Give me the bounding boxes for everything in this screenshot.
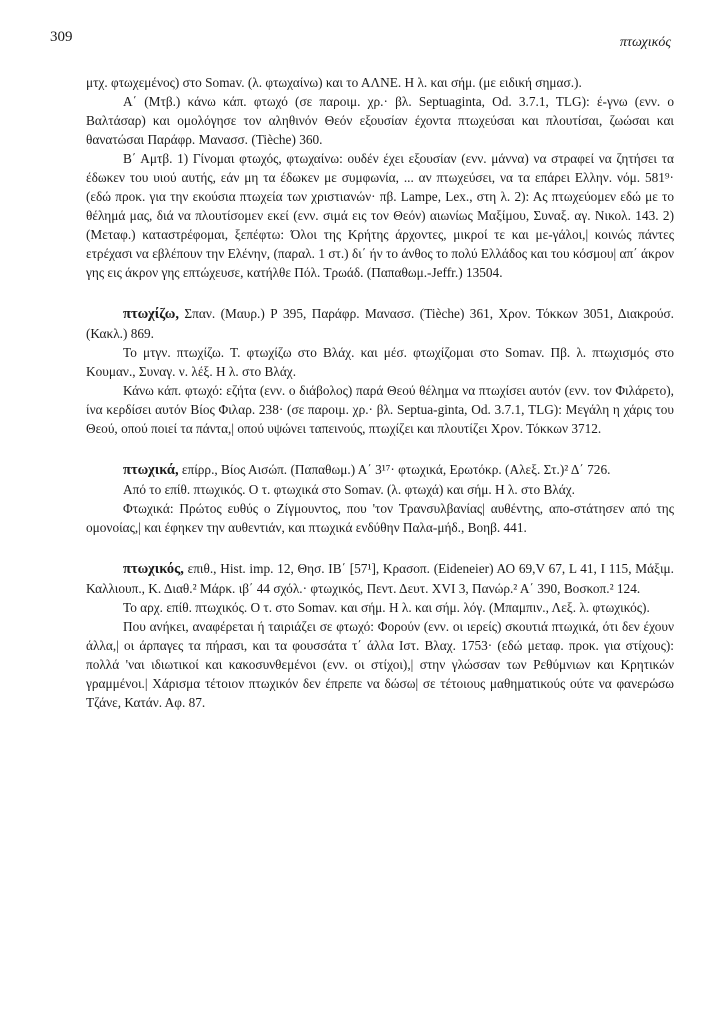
paragraph — [86, 304, 674, 343]
entry-sources: Σπαν. (Μαυρ.) Ρ 395, Παράφρ. Μανασσ. (Tièche) 361, Χρον. Τόκκων 3051, Διακρούσ. (Κακλ.) 869. — [86, 306, 674, 341]
paragraph: Που ανήκει, αναφέρεται ή ταιριάζει σε φτωχό: Φορούν (ενν. οι ιερείς) σκουτιά πτωχικά, ότι δεν έχουν άλλα,| οι άρπαγες τα πήρασι, και τα φουσσάτα τ΄ άλλα Ιστ. Βλαχ. 1753· (εδώ μεταφ. προκ. για στίχους): πολλά 'ναι ιδιωτικοί και κακοσυνθεμένοι (ενν. οι στίχοι),| στην γλώσσαν των Ρεθύμνιων και Κρητικών γραμμένοι.| Χάρισμα τέτοιον πτωχικόν δεν έπρεπε να δώσω| σε τέτοιους μαθηματικούς ούτε να φανερώσω Τζάνε, Κατάν. Αφ. 87. — [86, 619, 674, 710]
paragraph: μτχ. φτωχεμένος) στο Somav. (λ. φτωχαίνω) και το ΑΛΝΕ. Η λ. και σήμ. (με ειδική σημασ.). — [86, 75, 582, 90]
running-head: πτωχικός — [619, 35, 671, 50]
entry-sources: επιθ., Hist. imp. 12, Θησ. ΙΒ΄ [57¹], Κρασοπ. (Eideneier) ΑΟ 69,V 67, L 41, I 115, Μάξιμ. Καλλιουπ., Κ. Διαθ.² Μάρκ. ιβ΄ 44 σχόλ.· φτωχικός, Πεντ. Δευτ. XVI 3, Πανώρ.² Α΄ 390, Βοσκοπ.² 124. — [86, 561, 675, 596]
entry-ptochizo — [86, 304, 674, 438]
entry-ptochika — [86, 460, 674, 537]
paragraph: Φτωχικά: Πρώτος ευθύς ο Ζίγμουντος, που 'τον Τρανσυλβανίας| αυθέντης, απο-στάτησεν από της ομονοίας,| και έφηκεν την αυθεντιάν, και πτωχικά ενδύθην Παλα-μήδ., Βοηβ. 441. — [86, 501, 674, 535]
paragraph: Από το επίθ. πτωχικός. Ο τ. φτωχικά στο Somav. (λ. φτωχά) και σήμ. Η λ. στο Βλάχ. — [123, 482, 575, 497]
paragraph: Α΄ (Μτβ.) κάνω κάπ. φτωχό (σε παροιμ. χρ.· βλ. Septuaginta, Od. 3.7.1, TLG): έ-γνω (ενν. ο Βαλτάσαρ) και ομολόγησε τον αληθινόν Θεόν εξουσίαν έχοντα πτωχεύσαι και πλουτίσαι, ζωώσαι και θανατώσαι Παράφρ. Μανασσ. (Tièche) 360. — [86, 94, 674, 147]
paragraph — [86, 460, 674, 480]
entry-ptochikos — [86, 559, 674, 712]
paragraph: Β΄ Αμτβ. 1) Γίνομαι φτωχός, φτωχαίνω: ουδέν έχει εξουσίαν (ενν. μάννα) να στραφεί να ζητήσει τα έδωκεν του υιού αυτής, εάν μη τα έδωκεν με συμφωνία, ... αν πτωχεύσει, να τα επάρει Ελλην. νόμ. 581⁹· (εδώ προκ. για την εκούσια πτωχεία των χριστιανών· πβ. Lampe, Lex., στη λ. 2): Ας πτωχεύομεν εδώ με το θέλημά μας, διά να πλουτίσομεν εκεί (ενν. σιμά εις τον Θεόν) αιωνίως Μαξίμου, Συναξ. αγ. Νικολ. 143. 2) (Μεταφ.) καταστρέφομαι, ξεπέφτω: Όλοι της Κρήτης άρχοντες, μικροί τε και με-γάλοι,| κοινώς πάντες ετρέχασι να εβλέπουν την Ελένην, (παραλ. 1 στ.) δι΄ ήν το άνθος το πολύ Ελλάδος και του κόσμου| απ΄ άκρον γης εις άκρον γης επτώχευσε, κατήλθε Πόλ. Τρωάδ. (Παπαθωμ.-Jeffr.) 13504. — [86, 151, 674, 280]
entry-headword: πτωχικά, — [123, 462, 179, 478]
entry-continuation — [86, 73, 674, 282]
paragraph: Το αρχ. επίθ. πτωχικός. Ο τ. στο Somav. και σήμ. Η λ. και σήμ. λόγ. (Μπαμπιν., Λεξ. λ. φτωχικός). — [123, 600, 650, 615]
paragraph: Το μτγν. πτωχίζω. Τ. φτωχίζω στο Βλάχ. και μέσ. φτωχίζομαι στο Somav. Πβ. λ. πτωχισμός στο Κουμαν., Συναγ. ν. λέξ. Η λ. στο Βλάχ. — [86, 345, 674, 379]
page-body — [86, 73, 674, 712]
entry-headword: πτωχικός, — [123, 561, 184, 577]
page-number: 309 — [50, 29, 73, 45]
paragraph — [86, 559, 674, 598]
paragraph: Κάνω κάπ. φτωχό: εζήτα (ενν. ο διάβολος) παρά Θεού θέλημα να πτωχίσει αυτόν (ενν. τον Φιλάρετο), ίνα κερδίσει αυτόν Βίος Φιλαρ. 238· (σε παροιμ. χρ.· βλ. Septua-ginta, Od. 3.7.1, TLG): Μεγάλη η χάρις του Θεού, οπού ποιεί τα πάντα,| οπού υψώνει ταπεινούς, πτωχίζει και πλουτίζει Χρον. Τόκκων 3712. — [86, 383, 674, 436]
entry-headword: πτωχίζω, — [123, 306, 179, 322]
entry-sources: επίρρ., Βίος Αισώπ. (Παπαθωμ.) Α΄ 3¹⁷· φτωχικά, Ερωτόκρ. (Αλεξ. Στ.)² Δ΄ 726. — [181, 462, 611, 477]
